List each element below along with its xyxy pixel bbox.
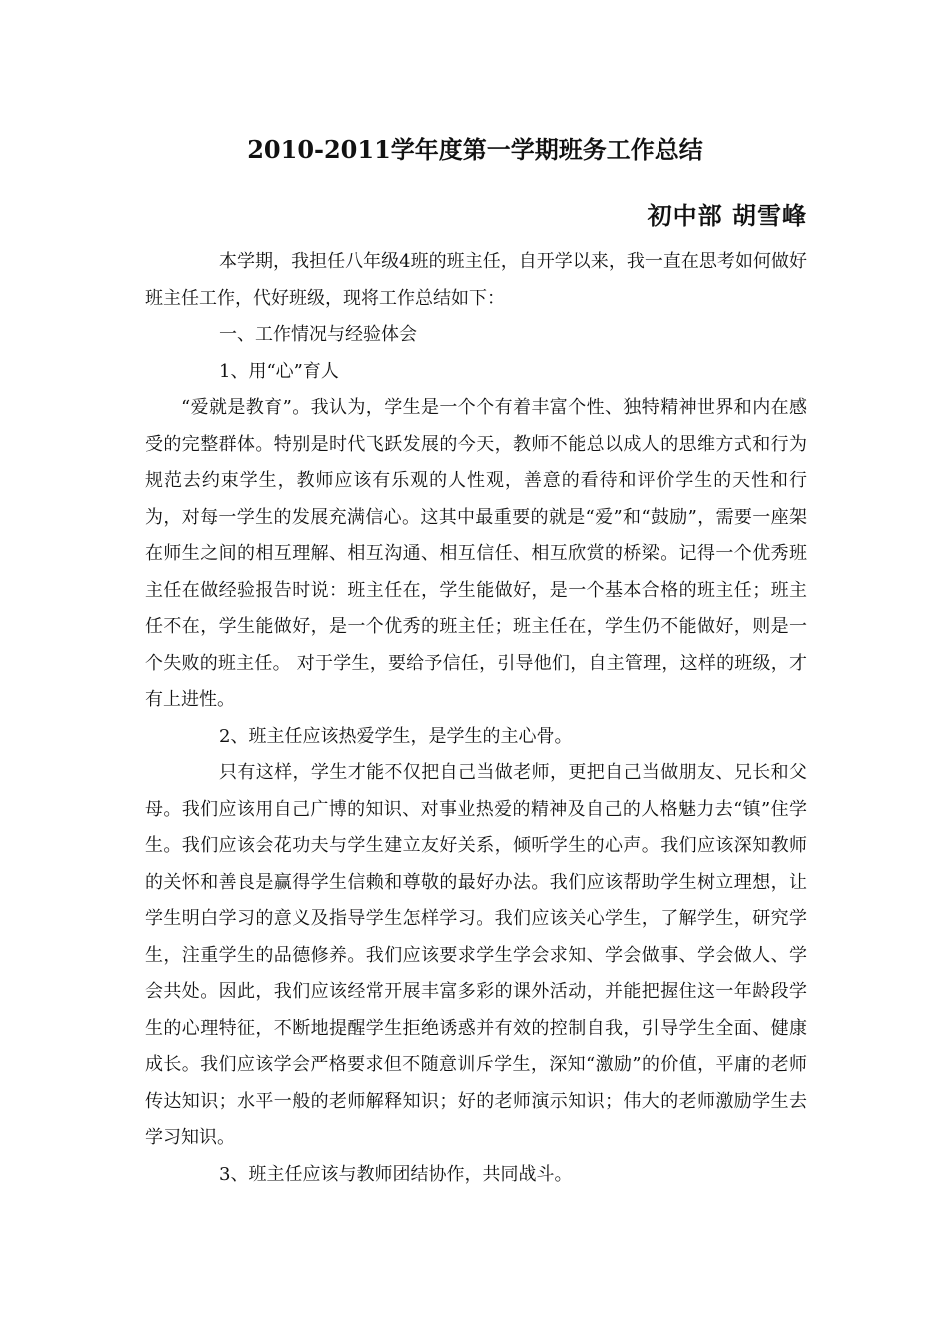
section-heading-1: 一、工作情况与经验体会	[219, 324, 417, 345]
subheading-3: 3、班主任应该与教师团结协作，共同战斗。	[219, 1163, 573, 1185]
subheading-1: 1、用“心”育人	[219, 360, 339, 382]
paragraph-backbone: 只有这样，学生才能不仅把自己当做老师，更把自己当做朋友、兄长和父母。我们应该用自己广博的知识、对事业热爱的精神及自己的人格魅力去“镇”住学生。我们应该会花功夫与学生建立友好关系，倾听学生的心声。我们应该深知教师的关怀和善良是赢得学生信赖和尊敬的最好办法。我们应该帮助学生树立理想，让学生明白学习的意义及指导学生怎样学习。我们应该关心学生，了解学生，研究学生，注重学生的品德修养。我们应该要求学生学会求知、学会做事、学会做人、学会共处。因此，我们应该经常开展丰富多彩的课外活动，并能把握住这一年龄段学生的心理特征，不断地提醒学生拒绝诱惑并有效的控制自我，引导学生全面、健康成长。我们应该学会严格要求但不随意训斥学生，深知“激励”的价值，平庸的老师传达知识；水平一般的老师解释知识；好的老师演示知识；伟大的老师激励学生去学习知识。	[145, 762, 807, 1148]
author-line: 初中部 胡雪峰	[647, 201, 807, 230]
paragraph-love-education: “爱就是教育”。我认为，学生是一个个有着丰富个性、独特精神世界和内在感受的完整群体。特别是时代飞跃发展的今天，教师不能总以成人的思维方式和行为规范去约束学生，教师应该有乐观的人性观，善意的看待和评价学生的天性和行为，对每一学生的发展充满信心。这其中最重要的就是“爱”和“鼓励”，需要一座架在师生之间的相互理解、相互沟通、相互信任、相互欣赏的桥梁。记得一个优秀班主任在做经验报告时说：班主任在，学生能做好，是一个基本合格的班主任；班主任不在，学生能做好，是一个优秀的班主任；班主任在，学生仍不能做好，则是一个失败的班主任。 对于学生，要给予信任，引导他们，自主管理，这样的班级，才有上进性。	[145, 397, 807, 710]
paragraph-intro: 本学期，我担任八年级4班的班主任，自开学以来，我一直在思考如何做好班主任工作，代好班级，现将工作总结如下：	[145, 251, 807, 309]
document-title: 2010-2011学年度第一学期班务工作总结	[247, 135, 703, 164]
subheading-2: 2、班主任应该热爱学生，是学生的主心骨。	[219, 725, 573, 747]
document-body	[145, 244, 807, 1193]
